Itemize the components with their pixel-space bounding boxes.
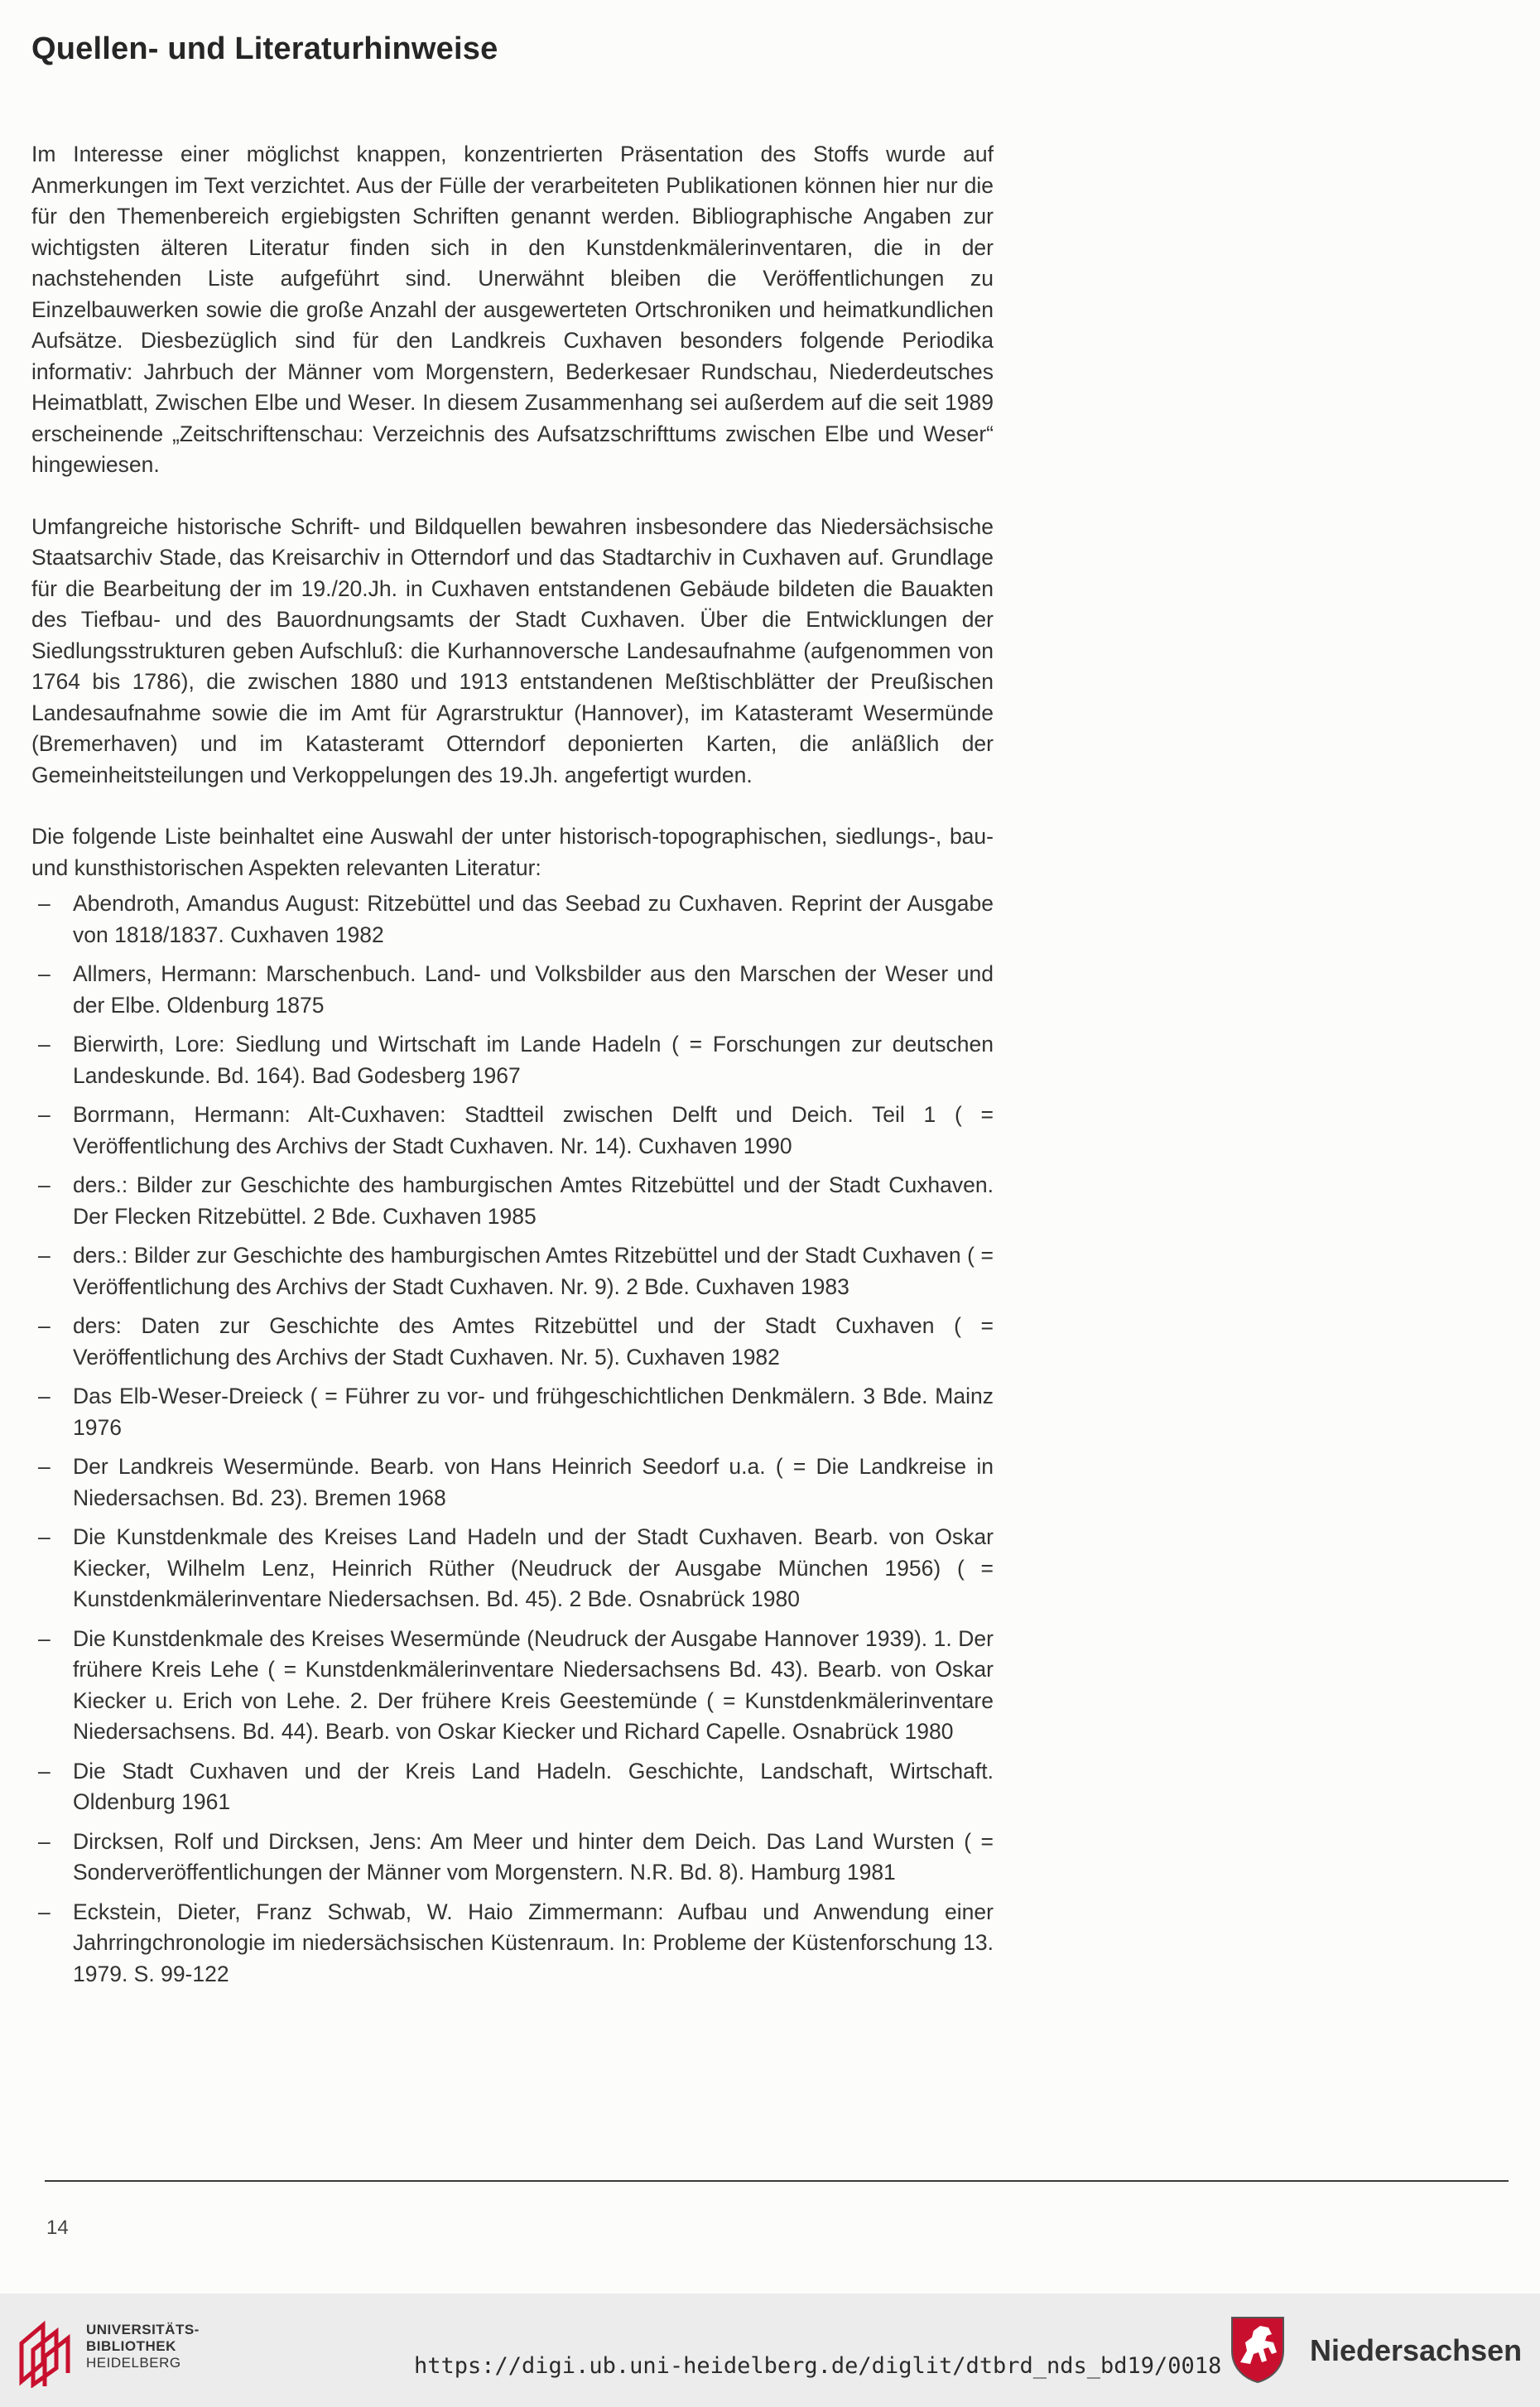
reference-text: Das Elb-Weser-Dreieck ( = Führer zu vor- und frühgeschichtlichen Denkmälern. 3 Bde. Mainz 1976: [73, 1384, 994, 1440]
paragraph: Umfangreiche historische Schrift- und Bildquellen bewahren insbesondere das Niedersächsische Staatsarchiv Stade, das Kreisarchiv in Otterndorf und das Stadtarchiv in Cuxhaven auf. Grundlage für die Bearbeitung der im 19./20.Jh. in Cuxhaven entstandenen Gebäude bildeten die Bauakten des Tiefbau- und des Bauordnungsamts der Stadt Cuxhaven. Über die Entwicklungen der Siedlungsstrukturen geben Aufschluß: die Kurhannoversche Landesaufnahme (aufgenommen von 1764 bis 1786), die zwischen 1880 und 1913 entstandenen Meßtischblätter der Preußischen Landesaufnahme sowie die im Amt für Agrarstruktur (Hannover), im Katasteramt Wesermünde (Bremerhaven) und im Katasteramt Otterndorf deponierten Karten, die anläßlich der Gemeinheitsteilungen und Verkoppelungen des 19.Jh. angefertigt wurden.: [31, 513, 994, 787]
list-item: [31, 1311, 994, 1373]
library-name-line: BIBLIOTHEK: [86, 2338, 176, 2354]
library-name[interactable]: [86, 2322, 200, 2371]
list-marker: –: [38, 1102, 51, 1127]
list-marker: –: [38, 1454, 51, 1479]
list-item: [31, 1029, 994, 1091]
reference-text: Die Kunstdenkmale des Kreises Land Hadeln und der Stadt Cuxhaven. Bearb. von Oskar Kiecker, Wilhelm Lenz, Heinrich Rüther (Neudruck der Ausgabe München 1956) ( = Kunstdenkmälerinventare Niedersachsen. Bd. 45). 2 Bde. Osnabrück 1980: [73, 1524, 994, 1611]
list-item: [31, 1240, 994, 1302]
reference-text: ders: Daten zur Geschichte des Amtes Ritzebüttel und der Stadt Cuxhaven ( = Veröffentlichung des Archivs der Stadt Cuxhaven. Nr. 5). Cuxhaven 1982: [73, 1313, 994, 1370]
list-marker: –: [38, 1384, 51, 1408]
list-item: [31, 959, 994, 1021]
list-marker: –: [38, 1758, 51, 1784]
niedersachsen-horse-crest-icon[interactable]: [1229, 2314, 1287, 2384]
page-number: 14: [46, 2217, 69, 2239]
footer-rule: [45, 2180, 1509, 2182]
list-item: [31, 1522, 994, 1615]
list-marker: –: [38, 891, 51, 916]
paragraph: Die folgende Liste beinhaltet eine Auswahl der unter historisch-topographischen, siedlungs-, bau- und kunsthistorischen Aspekten relevanten Literatur:: [31, 824, 994, 880]
reference-text: ders.: Bilder zur Geschichte des hamburgischen Amtes Ritzebüttel und der Stadt Cuxhaven. Der Flecken Ritzebüttel. 2 Bde. Cuxhaven 1985: [73, 1172, 994, 1229]
reference-list: [31, 888, 994, 1990]
list-item: [31, 1381, 994, 1443]
reference-text: Der Landkreis Wesermünde. Bearb. von Hans Heinrich Seedorf u.a. ( = Die Landkreise in Niedersachsen. Bd. 23). Bremen 1968: [73, 1454, 994, 1510]
list-marker: –: [38, 1172, 51, 1197]
list-marker: –: [38, 961, 51, 986]
reference-text: Abendroth, Amandus August: Ritzebüttel und das Seebad zu Cuxhaven. Reprint der Ausgabe von 1818/1837. Cuxhaven 1982: [73, 891, 994, 947]
list-item: [31, 888, 994, 951]
reference-text: Allmers, Hermann: Marschenbuch. Land- und Volksbilder aus den Marschen der Weser und der Elbe. Oldenburg 1875: [73, 961, 994, 1018]
page-title: Quellen- und Literaturhinweise: [31, 31, 498, 66]
ub-heidelberg-logo-icon[interactable]: [15, 2318, 75, 2388]
reference-text: Borrmann, Hermann: Alt-Cuxhaven: Stadtteil zwischen Delft und Deich. Teil 1 ( = Veröffentlichung des Archivs der Stadt Cuxhaven. Nr. 14). Cuxhaven 1990: [73, 1102, 994, 1158]
list-marker: –: [38, 1524, 51, 1549]
list-marker: –: [38, 1899, 51, 1924]
reference-text: Dircksen, Rolf und Dircksen, Jens: Am Meer und hinter dem Deich. Das Land Wursten ( = Sonderveröffentlichungen der Männer vom Morgenstern. N.R. Bd. 8). Hamburg 1981: [73, 1828, 994, 1885]
reference-text: Die Kunstdenkmale des Kreises Wesermünde (Neudruck der Ausgabe Hannover 1939). 1. Der frühere Kreis Lehe ( = Kunstdenkmälerinventare Niedersachsens Bd. 43). Bearb. von Oskar Kiecker u. Erich von Lehe. 2. Der frühere Kreis Geestemünde ( = Kunstdenkmälerinventare Niedersachsens. Bd. 44). Bearb. von Oskar Kiecker und Richard Capelle. Osnabrück 1980: [73, 1625, 994, 1744]
library-name-line: UNIVERSITÄTS-: [86, 2322, 200, 2337]
list-marker: –: [38, 1032, 51, 1057]
list-marker: –: [38, 1828, 51, 1854]
list-marker: –: [38, 1625, 51, 1651]
list-item: [31, 1451, 994, 1514]
reference-text: Bierwirth, Lore: Siedlung und Wirtschaft im Lande Hadeln ( = Forschungen zur deutschen Landeskunde. Bd. 164). Bad Godesberg 1967: [73, 1032, 994, 1088]
reference-text: Eckstein, Dieter, Franz Schwab, W. Haio Zimmermann: Aufbau und Anwendung einer Jahrringchronologie im niedersächsischen Küstenraum. In: Probleme der Küstenforschung 13. 1979. S. 99-122: [73, 1899, 994, 1986]
list-marker: –: [38, 1243, 51, 1268]
paragraph: Im Interesse einer möglichst knappen, konzentrierten Präsentation des Stoffs wurde auf Anmerkungen im Text verzichtet. Aus der Fülle der verarbeiteten Publikationen können hier nur die für den Themenbereich ergiebigsten Schriften genannt werden. Bibliographische Angaben zur wichtigsten älteren Literatur finden sich in den Kunstdenkmälerinventaren, die in der nachstehenden Liste aufgeführt sind. Unerwähnt bleiben die Veröffentlichungen zu Einzelbauwerken sowie die große Anzahl der ausgewerteten Ortschroniken und heimatkundlichen Aufsätze. Diesbezüglich sind für den Landkreis Cuxhaven besonders folgende Periodika informativ: Jahrbuch der Männer vom Morgenstern, Bederkesaer Rundschau, Niederdeutsches Heimatblatt, Zwischen Elbe und Weser. In diesem Zusammenhang sei außerdem auf die seit 1989 erscheinende „Zeitschriftenschau: Verzeichnis des Aufsatzschrifttums zwischen Elbe und Weser“ hingewiesen.: [31, 142, 994, 477]
list-item: [31, 1827, 994, 1889]
list-item: [31, 1624, 994, 1748]
body-text: [31, 139, 994, 1998]
list-item: [31, 1100, 994, 1162]
list-item: [31, 1170, 994, 1232]
reference-text: ders.: Bilder zur Geschichte des hamburgischen Amtes Ritzebüttel und der Stadt Cuxhaven ( = Veröffentlichung des Archivs der Stadt Cuxhaven. Nr. 9). 2 Bde. Cuxhaven 1983: [73, 1243, 994, 1299]
library-name-line: HEIDELBERG: [86, 2355, 181, 2371]
state-name[interactable]: Niedersachsen: [1310, 2333, 1523, 2367]
reference-text: Die Stadt Cuxhaven und der Kreis Land Hadeln. Geschichte, Landschaft, Wirtschaft. Oldenburg 1961: [73, 1758, 994, 1814]
list-item: [31, 1756, 994, 1818]
viewer-footer-bar: [0, 2294, 1540, 2407]
list-marker: –: [38, 1313, 51, 1338]
list-item: [31, 1897, 994, 1991]
permalink-url[interactable]: https://digi.ub.uni-heidelberg.de/diglit/dtbrd_nds_bd19/0018: [414, 2353, 1222, 2379]
